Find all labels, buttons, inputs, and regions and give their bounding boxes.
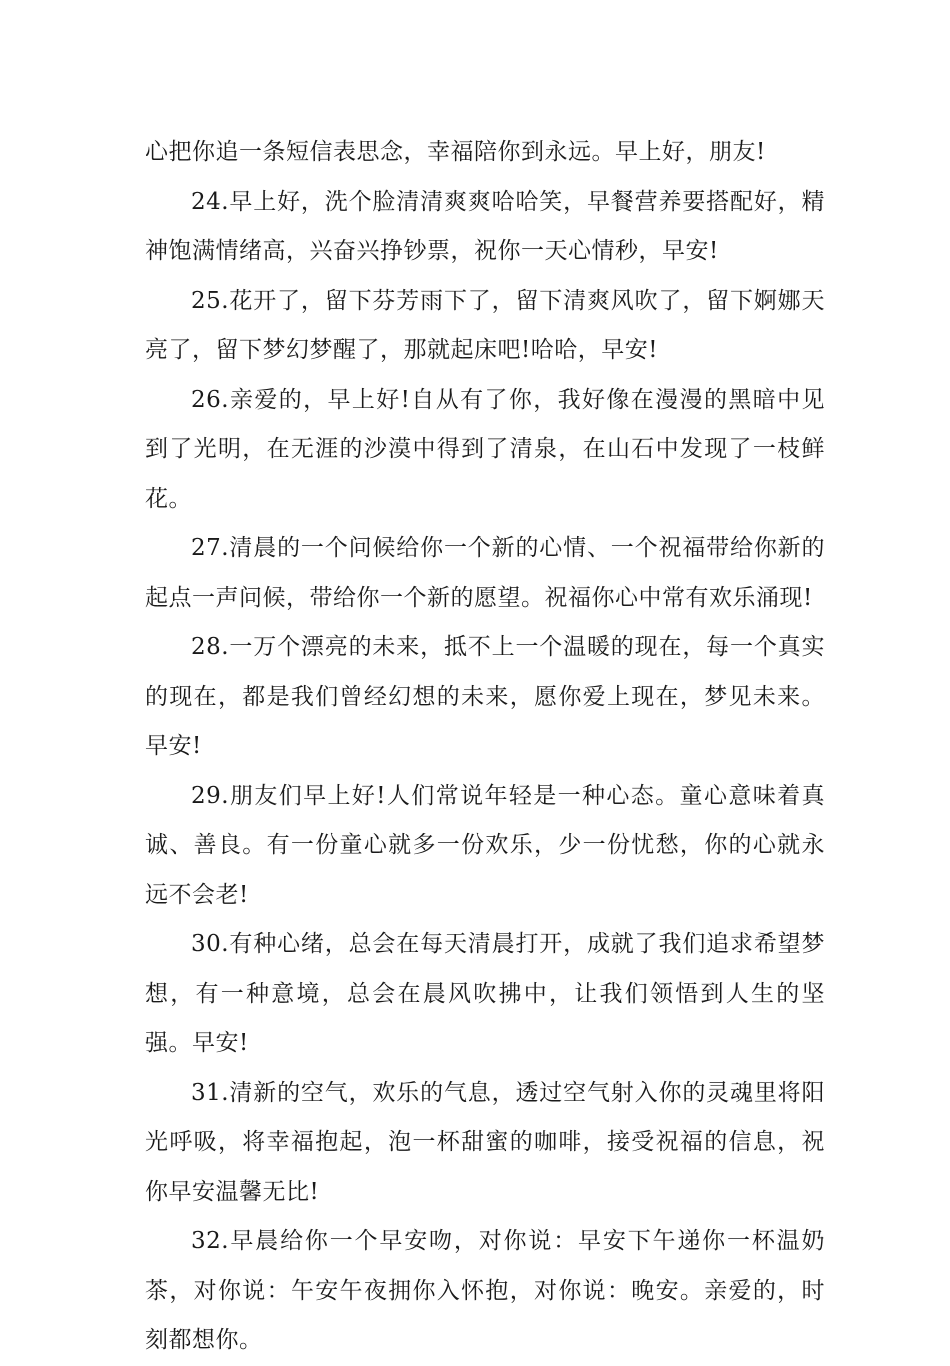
paragraph-26: 26.亲爱的，早上好!自从有了你，我好像在漫漫的黑暗中见到了光明，在无涯的沙漠中得到了清泉，在山石中发现了一枝鲜花。 — [145, 386, 825, 512]
paragraph-32: 32.早晨给你一个早安吻，对你说：早安下午递你一杯温奶茶，对你说：午安午夜拥你入怀抱，对你说：晚安。亲爱的，时刻都想你。 — [145, 1228, 825, 1353]
paragraph-29: 29.朋友们早上好!人们常说年轻是一种心态。童心意味着真诚、善良。有一份童心就多一份欢乐，少一份忧愁，你的心就永远不会老! — [145, 782, 825, 908]
paragraph-continuation: 心把你追一条短信表思念，幸福陪你到永远。早上好，朋友! — [145, 139, 766, 165]
paragraph-31: 31.清新的空气，欢乐的气息，透过空气射入你的灵魂里将阳光呼吸，将幸福抱起，泡一杯甜蜜的咖啡，接受祝福的信息，祝你早安温馨无比! — [145, 1079, 825, 1205]
paragraph-30: 30.有种心绪，总会在每天清晨打开，成就了我们追求希望梦想，有一种意境，总会在晨风吹拂中，让我们领悟到人生的坚强。早安! — [145, 931, 825, 1056]
paragraph-27: 27.清晨的一个问候给你一个新的心情、一个祝福带给你新的起点一声问候，带给你一个新的愿望。祝福你心中常有欢乐涌现! — [145, 535, 825, 611]
paragraph-25: 25.花开了，留下芬芳雨下了，留下清爽风吹了，留下婀娜天亮了，留下梦幻梦醒了，那就起床吧!哈哈，早安! — [145, 287, 825, 363]
paragraph-24: 24.早上好，洗个脸清清爽爽哈哈笑，早餐营养要搭配好，精神饱满情绪高，兴奋兴挣钞票，祝你一天心情秒，早安! — [145, 188, 825, 264]
document-body — [145, 128, 825, 1366]
paragraph-28: 28.一万个漂亮的未来，抵不上一个温暖的现在，每一个真实的现在，都是我们曾经幻想的未来，愿你爱上现在，梦见未来。早安! — [145, 634, 825, 759]
